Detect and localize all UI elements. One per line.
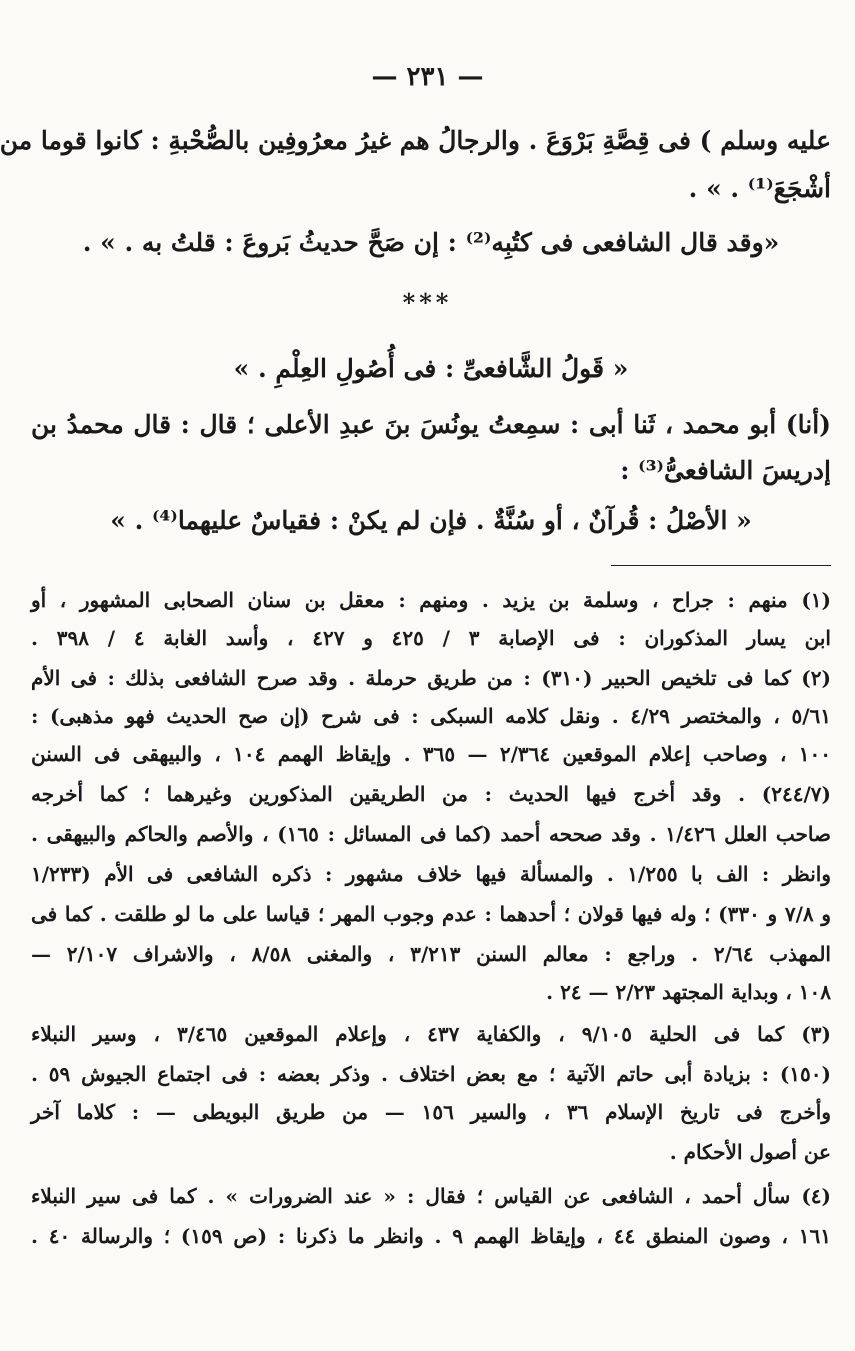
footnote-line: (١٥٠) : بزيادة أبى حاتم الآتية ؛ مع بعض اختلاف . وذكر بعضه : فى اجتماع الجيوش ٥٩ . [31,1062,831,1086]
main-line: إدريسَ الشافعىُّ⁽³⁾ : [620,456,831,485]
footnote-line: ١٠٠ ، وصاحب إعلام الموقعين ٢/٣٦٤ — ٣٦٥ . وإيقاظ الهمم ١٠٤ ، والبيهقى فى السنن [31,742,832,766]
main-line: أشْجَعَ⁽¹⁾ . » . [688,174,831,203]
page-number: — ٢٣١ — [371,62,484,92]
footnote-line: (٣) كما فى الحلية ٩/١٠٥ ، والكفاية ٤٣٧ ، وإعلام الموقعين ٣/٤٦٥ ، وسير النبلاء [31,1022,831,1046]
footnote-line: وانظر : الف با ١/٢٥٥ . والمسألة فيها خلاف مشهور : ذكره الشافعى فى الأم (١/٢٣٣ [31,862,831,886]
main-line: (أنا) أبو محمد ، ثَنا أبى : سمِعتُ يونُسَ بنَ عبدِ الأعلى ؛ قال : قال محمدُ بن [31,410,831,439]
footnote-line: عن أصول الأحكام . [669,1140,831,1164]
footnote-line: (٢٤٤/٧) . وقد أخرج فيها الحديث : من الطريقين المذكورين وغيرهما ؛ كما أخرجه [31,782,831,806]
footnote-line: (٤) سأل أحمد ، الشافعى عن القياس ؛ فقال : « عند الضرورات » . كما فى سير النبلاء [31,1184,831,1208]
footnote-divider [611,565,831,566]
quoted-saying: « الأصْلُ : قُرآنٌ ، أو سُنَّةٌ . فإن لم يكنْ : فقياسٌ عليهما⁽⁴⁾ . » [110,506,752,535]
main-line: «وقد قال الشافعى فى كتُبِه⁽²⁾ : إن صَحَّ حديثُ بَروعَ : قلتُ به . » . [82,228,780,257]
footnote-line: و ٧/٨ و ٣٣٠) ؛ وله فيها قولان ؛ أحدهما : عدم وجوب المهر ؛ قياسا على ما لو طلقت . كما فى [31,902,831,926]
section-heading: « قَولُ الشَّافعىِّ : فى أُصُولِ العِلْمِ . » [233,354,629,383]
footnote-line: ابن يسار المذكوران : فى الإصابة ٣ / ٤٢٥ و ٤٢٧ ، وأسد الغابة ٤ / ٣٩٨ . [31,626,831,650]
footnote-line: ١٦١ ، وصون المنطق ٤٤ ، وإيقاظ الهمم ٩ . وانظر ما ذكرنا : (ص ١٥٩) ؛ والرسالة ٤٠ . [31,1224,831,1248]
footnote-line: (١) منهم : جراح ، وسلمة بن يزيد . ومنهم : معقل بن سنان الصحابى المشهور ، أو [31,588,831,612]
footnote-line: (٢) كما فى تلخيص الحبير (٣١٠) : من طريق حرملة . وقد صرح الشافعى بذلك : فى الأم [31,666,831,690]
footnote-line: وأخرج فى تاريخ الإسلام ٣٦ ، والسير ١٥٦ — من طريق البويطى — : كلاما آخر [31,1100,831,1124]
footnote-line: المهذب ٢/٦٤ . وراجع : معالم السنن ٣/٢١٣ ، والمغنى ٨/٥٨ ، والاشراف ٢/١٠٧ — [31,942,831,966]
footnote-line: ٥/٦١ ، والمختصر ٤/٢٩ . ونقل كلامه السبكى : فى شرح (إن صح الحديث فهو مذهبى) : [31,704,831,728]
footnote-line: ١٠٨ ، وبداية المجتهد ٢/٢٣ — ٢٤ . [546,980,831,1004]
footnote-line: صاحب العلل ١/٤٢٦ . وقد صححه أحمد (كما فى المسائل : ١٦٥) ، والأصم والحاكم والبيهقى . [31,822,831,846]
main-line: عليه وسلم ) فى قِصَّةِ بَرْوَعَ . والرجالُ هم غيرُ معرُوفِين بالصُّحْبةِ : كانوا قوما من [0,126,831,155]
section-separator: *** [402,288,453,317]
